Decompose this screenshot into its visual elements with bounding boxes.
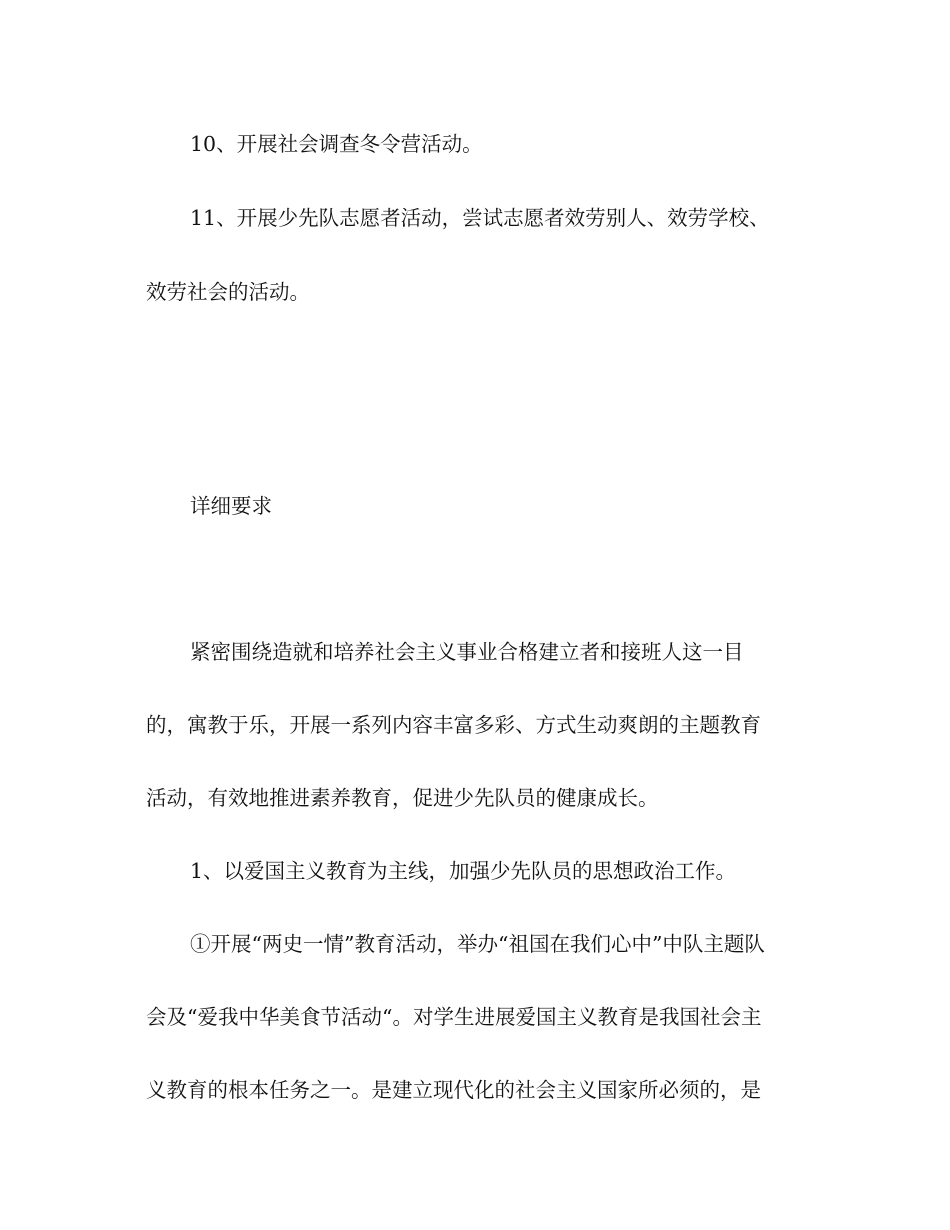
intro-paragraph-line-2: 的，寓教于乐，开展一系列内容丰富多彩、方式生动爽朗的主题教育: [146, 713, 761, 737]
intro-paragraph-line-1: 紧密围绕造就和培养社会主义事业合格建立者和接班人这一目: [190, 640, 744, 664]
sub-item-1-line-2: 会及“爱我中华美食节活动“。对学生进展爱国主义教育是我国社会主: [146, 1005, 762, 1029]
intro-paragraph-line-3: 活动，有效地推进素养教育，促进少先队员的健康成长。: [146, 786, 659, 810]
sub-item-1-line-3: 义教育的根本任务之一。是建立现代化的社会主义国家所必须的，是: [146, 1078, 761, 1102]
paragraph-item-10: 10、开展社会调查冬令营活动。: [190, 132, 483, 156]
section-heading: 详细要求: [190, 494, 272, 518]
paragraph-item-11-continued: 效劳社会的活动。: [146, 280, 310, 304]
sub-item-1-line-1: ①开展“两史一情”教育活动，举办“祖国在我们心中”中队主题队: [190, 932, 765, 956]
paragraph-item-11: 11、开展少先队志愿者活动，尝试志愿者效劳别人、效劳学校、: [190, 206, 770, 230]
requirement-item-1: 1、以爱国主义教育为主线，加强少先队员的思想政治工作。: [190, 859, 737, 883]
